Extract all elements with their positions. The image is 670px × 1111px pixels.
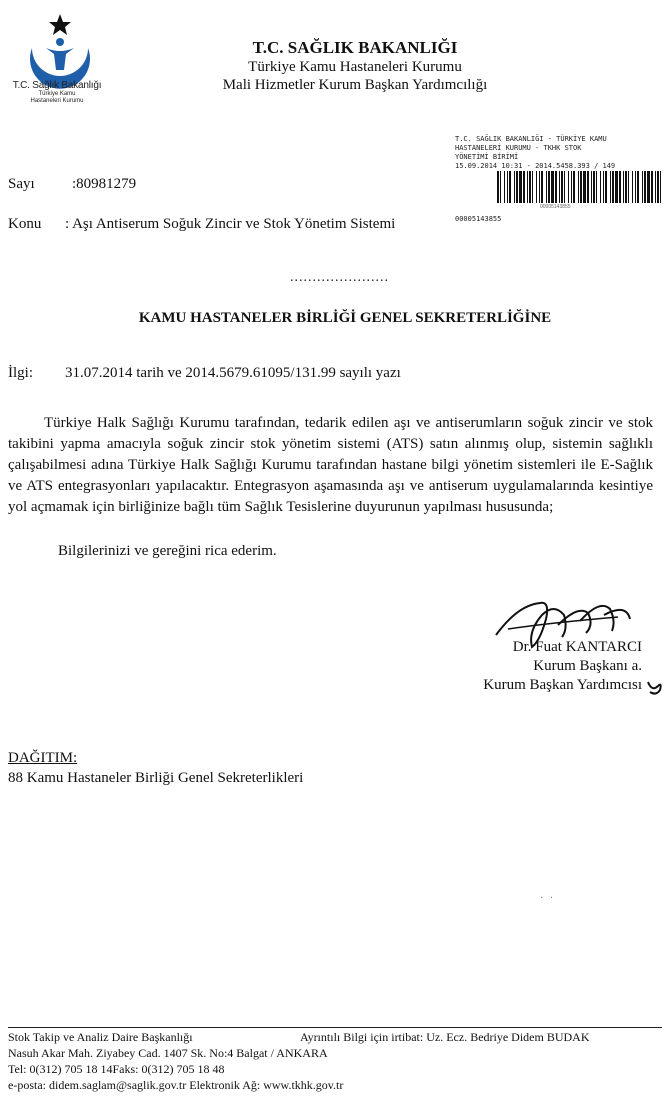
barcode-bar <box>591 171 592 203</box>
ilgi-label: İlgi: <box>8 365 33 381</box>
scan-speck: · · <box>540 893 556 904</box>
signatory-name: Dr. Fuat KANTARCI <box>512 639 642 655</box>
signatory-title2: Kurum Başkan Yardımcısı <box>483 677 642 693</box>
barcode-bar <box>632 171 633 203</box>
barcode-bar <box>647 171 650 203</box>
barcode-bar <box>516 171 518 203</box>
barcode-bar <box>625 171 627 203</box>
logo-line2: Türkiye Kamu <box>38 91 76 97</box>
barcode-bar <box>559 171 560 203</box>
barcode-bar <box>509 171 511 203</box>
barcode-bar <box>578 171 579 203</box>
barcode-bar <box>612 171 614 203</box>
registration-stamp <box>455 135 665 171</box>
logo-name: T.C. Sağlık Bakanlığı <box>12 80 102 91</box>
barcode-bar <box>564 171 565 203</box>
letterhead <box>0 38 670 94</box>
initial-mark-icon <box>646 678 664 696</box>
barcode-bar <box>587 171 589 203</box>
footer-divider <box>8 1027 662 1028</box>
barcode-bar <box>655 171 656 203</box>
konu-label: Konu <box>8 216 42 232</box>
letterhead-line2: Türkiye Kamu Hastaneleri Kurumu <box>248 59 462 75</box>
barcode-bar <box>583 171 586 203</box>
barcode-bar <box>628 171 629 203</box>
barcode-bar <box>523 171 525 203</box>
star-icon <box>49 14 71 35</box>
signatory-title1: Kurum Başkanı a. <box>533 658 642 674</box>
sayi-value: :80981279 <box>72 176 137 192</box>
barcode-bar <box>536 171 537 203</box>
sayi-label: Sayı <box>8 176 35 192</box>
footer-contact: Ayrıntılı Bilgi için irtibat: Uz. Ecz. Bedriye Didem BUDAK <box>300 1030 590 1044</box>
barcode-bar <box>548 171 550 203</box>
barcode-bar <box>635 171 636 203</box>
barcode-bar <box>651 171 653 203</box>
footer-phone: Tel: 0(312) 705 18 14Faks: 0(312) 705 18 48 <box>8 1062 225 1076</box>
body-paragraph <box>8 413 653 518</box>
barcode-bar <box>615 171 618 203</box>
stamp-line3: YÖNETİMİ BİRİMİ <box>455 153 519 161</box>
barcode-bar <box>504 171 505 203</box>
barcode-bar <box>644 171 646 203</box>
distribution-title: DAĞITIM: <box>8 750 78 766</box>
ilgi-value: 31.07.2014 tarih ve 2014.5679.61095/131.99 sayılı yazı <box>65 365 401 381</box>
barcode-bar <box>497 171 499 203</box>
barcode-bar <box>527 171 528 203</box>
footer-email: e-posta: didem.saglam@saglik.gov.tr Elektronik Ağ: www.tkhk.gov.tr <box>8 1078 344 1092</box>
konu-value: : Aşı Antiserum Soğuk Zincir ve Stok Yönetim Sistemi <box>65 216 396 232</box>
barcode-bar <box>593 171 595 203</box>
barcode-bar <box>619 171 621 203</box>
barcode-bar <box>623 171 624 203</box>
distribution-item: 88 Kamu Hastaneler Birliği Genel Sekreterlikleri <box>8 770 304 786</box>
footer-dept: Stok Takip ve Analiz Daire Başkanlığı <box>8 1030 193 1044</box>
barcode-bar <box>568 171 569 203</box>
barcode-bar <box>519 171 522 203</box>
barcode-bar <box>580 171 582 203</box>
body-text: Türkiye Halk Sağlığı Kurumu tarafından, tedarik edilen aşı ve antiserumların soğuk zincir ve stok takibini yapma amacıyla soğuk zincir stok yönetim sistemi (ATS) satın alınmış olup, sistemin sağlıklı çalışabilmesi adına Türkiye Halk Sağlığı Kurumu tarafından hastane bilgi yönetim sistemleri ile E-Sağlık ve ATS entegrasyonları yapılacaktır. Entegrasyon aşamasında aşı ve antiserum uygulamalarında kesintiye yol açmamak için birliğinize bağlı tüm Sağlık Tesislerine duyurunun yapılması hususunda; <box>8 415 653 515</box>
barcode-bar <box>500 171 501 203</box>
letterhead-title: T.C. SAĞLIK BAKANLIĞI <box>252 38 458 57</box>
stamp-line4: 15.09.2014 10:31 - 2014.5458.393 / 149 <box>455 162 616 170</box>
stamp-line1: T.C. SAĞLIK BAKANLIĞI - TÜRKİYE KAMU <box>455 135 607 143</box>
stamp-line2: HASTANELERİ KURUMU - TKHK STOK <box>455 144 582 152</box>
barcode-bar <box>561 171 563 203</box>
barcode-bar <box>507 171 508 203</box>
letterhead-line3: Mali Hizmetler Kurum Başkan Yardımcılığı <box>222 77 488 93</box>
barcode-bar <box>573 171 575 203</box>
barcode-bar <box>571 171 572 203</box>
document-id: 00005143855 <box>455 215 502 223</box>
barcode-bar <box>529 171 531 203</box>
barcode-bar <box>539 171 540 203</box>
barcode <box>497 171 662 203</box>
barcode-bar <box>657 171 659 203</box>
logo-line3: Hastaneleri Kurumu <box>30 98 84 104</box>
barcode-bar <box>514 171 515 203</box>
barcode-bar <box>605 171 607 203</box>
barcode-bar <box>532 171 533 203</box>
barcode-bar <box>660 171 661 203</box>
barcode-bar <box>555 171 557 203</box>
barcode-bar <box>551 171 554 203</box>
barcode-number: 00005143855 <box>540 204 571 210</box>
barcode-bar <box>546 171 547 203</box>
addressee: KAMU HASTANELER BİRLİĞİ GENEL SEKRETERLİĞİNE <box>138 310 552 326</box>
barcode-bar <box>600 171 601 203</box>
footer-address: Nasuh Akar Mah. Ziyabey Cad. 1407 Sk. No:4 Balgat / ANKARA <box>8 1046 328 1060</box>
closing-line: Bilgilerinizi ve gereğini rica ederim. <box>58 543 277 559</box>
barcode-bar <box>541 171 543 203</box>
barcode-bar <box>603 171 604 203</box>
barcode-bar <box>610 171 611 203</box>
separator-dots: ...................... <box>290 270 389 285</box>
barcode-bar <box>642 171 643 203</box>
signatory-block <box>472 638 642 695</box>
barcode-bar <box>637 171 639 203</box>
barcode-bar <box>596 171 597 203</box>
